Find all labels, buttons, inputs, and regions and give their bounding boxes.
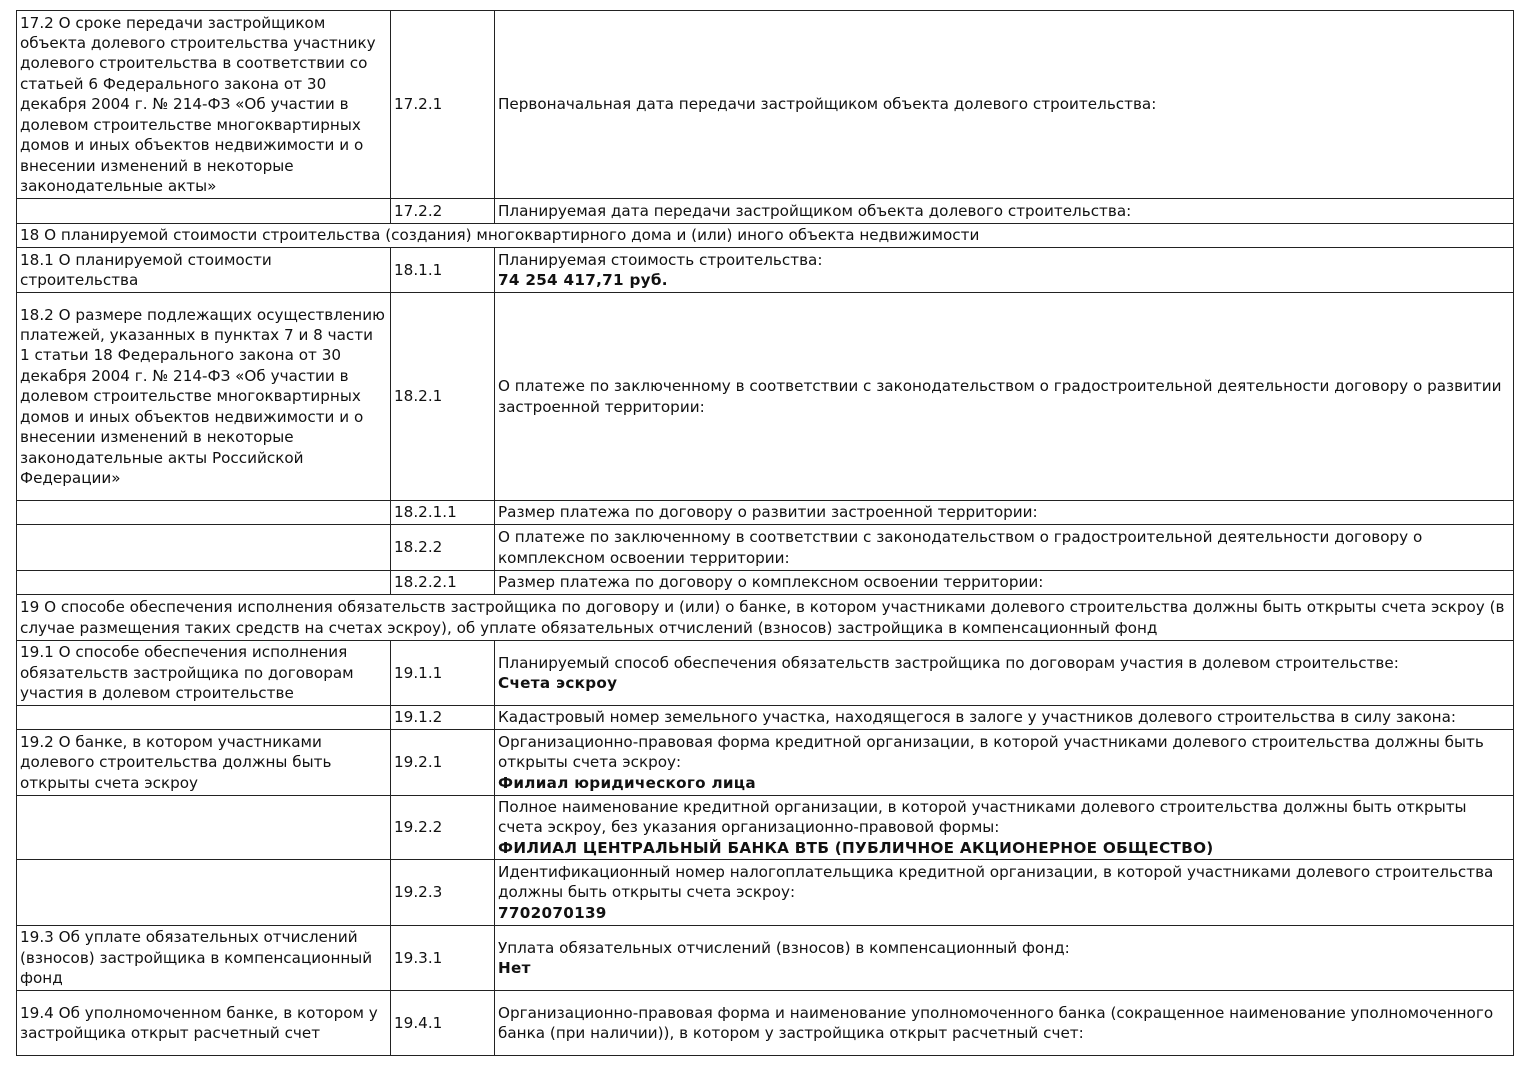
field-label: Планируемая дата передачи застройщиком объекта долевого строительства: xyxy=(498,201,1132,220)
table-row xyxy=(17,571,1514,595)
section-cell xyxy=(17,706,391,730)
table-row xyxy=(17,641,1514,706)
field-cell xyxy=(495,571,1514,595)
code-cell: 18.2.1 xyxy=(391,293,495,501)
table-row xyxy=(17,293,1514,501)
section-cell xyxy=(17,525,391,571)
table-row xyxy=(17,11,1514,199)
code-cell: 18.2.2.1 xyxy=(391,571,495,595)
section-cell xyxy=(17,199,391,224)
section-heading: 18 О планируемой стоимости строительства (создания) многоквартирного дома и (или) иного объекта недвижимости xyxy=(17,224,1514,248)
field-cell xyxy=(495,796,1514,860)
table-row xyxy=(17,991,1514,1056)
declaration-table xyxy=(16,10,1514,1056)
section-cell: 18.2 О размере подлежащих осуществлению платежей, указанных в пунктах 7 и 8 части 1 статьи 18 Федерального закона от 30 декабря 2004 г. № 214-ФЗ «Об участии в долевом строительстве многоквартирных домов и иных объектов недвижимости и о внесении изменений в некоторые законодательные акты Российской Федерации» xyxy=(17,293,391,501)
field-value: 74 254 417,71 руб. xyxy=(498,271,668,289)
code-cell: 18.1.1 xyxy=(391,248,495,293)
section-cell xyxy=(17,796,391,860)
field-label: Полное наименование кредитной организации, в которой участниками долевого строительства должны быть открыты счета эскроу, без указания организационно-правовой формы: xyxy=(498,797,1467,837)
code-cell: 19.2.1 xyxy=(391,730,495,796)
field-cell xyxy=(495,199,1514,224)
code-cell: 17.2.1 xyxy=(391,11,495,199)
table-row xyxy=(17,248,1514,293)
field-label: Кадастровый номер земельного участка, находящегося в залоге у участников долевого строительства в силу закона: xyxy=(498,708,1457,727)
field-cell xyxy=(495,248,1514,293)
table-row xyxy=(17,501,1514,525)
section-cell: 19.3 Об уплате обязательных отчислений (взносов) застройщика в компенсационный фонд xyxy=(17,926,391,991)
code-cell: 19.4.1 xyxy=(391,991,495,1056)
field-label: Первоначальная дата передачи застройщиком объекта долевого строительства: xyxy=(498,95,1157,114)
field-cell xyxy=(495,991,1514,1056)
field-cell xyxy=(495,525,1514,571)
section-cell: 19.1 О способе обеспечения исполнения обязательств застройщика по договорам участия в долевом строительстве xyxy=(17,641,391,706)
code-cell: 19.1.1 xyxy=(391,641,495,706)
table-row xyxy=(17,525,1514,571)
code-cell: 18.2.2 xyxy=(391,525,495,571)
code-cell: 19.2.2 xyxy=(391,796,495,860)
code-cell: 19.2.3 xyxy=(391,860,495,926)
section-cell: 18.1 О планируемой стоимости строительства xyxy=(17,248,391,293)
section-cell xyxy=(17,501,391,525)
field-cell xyxy=(495,501,1514,525)
table-row xyxy=(17,926,1514,991)
field-value: 7702070139 xyxy=(498,903,607,922)
table-row xyxy=(17,730,1514,796)
section-cell: 19.2 О банке, в котором участниками долевого строительства должны быть открыты счета эскроу xyxy=(17,730,391,796)
code-cell: 19.3.1 xyxy=(391,926,495,991)
section-cell xyxy=(17,571,391,595)
field-label: Размер платежа по договору о развитии застроенной территории: xyxy=(498,503,1038,522)
field-cell xyxy=(495,293,1514,501)
field-label: Уплата обязательных отчислений (взносов) в компенсационный фонд: xyxy=(498,938,1070,957)
field-label: О платеже по заключенному в соответствии с законодательством о градостроительной деятельности договору о комплексном освоении территории: xyxy=(498,528,1423,567)
field-cell xyxy=(495,926,1514,991)
table-row xyxy=(17,199,1514,224)
field-value: Счета эскроу xyxy=(498,674,618,692)
section-cell: 19.4 Об уполномоченном банке, в котором у застройщика открыт расчетный счет xyxy=(17,991,391,1056)
field-label: Организационно-правовая форма кредитной организации, в которой участниками долевого строительства должны быть открыты счета эскроу: xyxy=(498,732,1484,772)
field-label: Организационно-правовая форма и наименование уполномоченного банка (сокращенное наименование уполномоченного банка (при наличии)), в котором у застройщика открыт расчетный счет: xyxy=(498,1003,1494,1042)
field-label: О платеже по заключенному в соответствии с законодательством о градостроительной деятельности договору о развитии застроенной территории: xyxy=(498,377,1502,416)
section-heading: 19 О способе обеспечения исполнения обязательств застройщика по договору и (или) о банке, в котором участниками долевого строительства должны быть открыты счета эскроу (в случае размещения таких средств на счетах эскроу), об уплате обязательных отчислений (взносов) застройщика в компенсационный фонд xyxy=(17,595,1514,641)
field-cell xyxy=(495,11,1514,199)
field-label: Размер платежа по договору о комплексном освоении территории: xyxy=(498,573,1044,592)
section-cell xyxy=(17,860,391,926)
code-cell: 17.2.2 xyxy=(391,199,495,224)
field-label: Идентификационный номер налогоплательщика кредитной организации, в которой участниками долевого строительства должны быть открыты счета эскроу: xyxy=(498,862,1494,902)
code-cell: 18.2.1.1 xyxy=(391,501,495,525)
table-row xyxy=(17,796,1514,860)
table-row xyxy=(17,706,1514,730)
field-cell xyxy=(495,860,1514,926)
table-row xyxy=(17,860,1514,926)
field-value: ФИЛИАЛ ЦЕНТРАЛЬНЫЙ БАНКА ВТБ (ПУБЛИЧНОЕ АКЦИОНЕРНОЕ ОБЩЕСТВО) xyxy=(498,838,1214,857)
field-cell xyxy=(495,706,1514,730)
field-cell xyxy=(495,641,1514,706)
code-cell: 19.1.2 xyxy=(391,706,495,730)
section-cell: 17.2 О сроке передачи застройщиком объекта долевого строительства участнику долевого строительства в соответствии со статьей 6 Федерального закона от 30 декабря 2004 г. № 214-ФЗ «Об участии в долевом строительстве многоквартирных домов и иных объектов недвижимости и о внесении изменений в некоторые законодательные акты» xyxy=(17,11,391,199)
field-cell xyxy=(495,730,1514,796)
field-label: Планируемая стоимость строительства: xyxy=(498,250,823,269)
field-label: Планируемый способ обеспечения обязательств застройщика по договорам участия в долевом строительстве: xyxy=(498,653,1399,672)
field-value: Филиал юридического лица xyxy=(498,773,756,792)
section-heading-row xyxy=(17,224,1514,248)
field-value: Нет xyxy=(498,959,531,977)
section-heading-row xyxy=(17,595,1514,641)
